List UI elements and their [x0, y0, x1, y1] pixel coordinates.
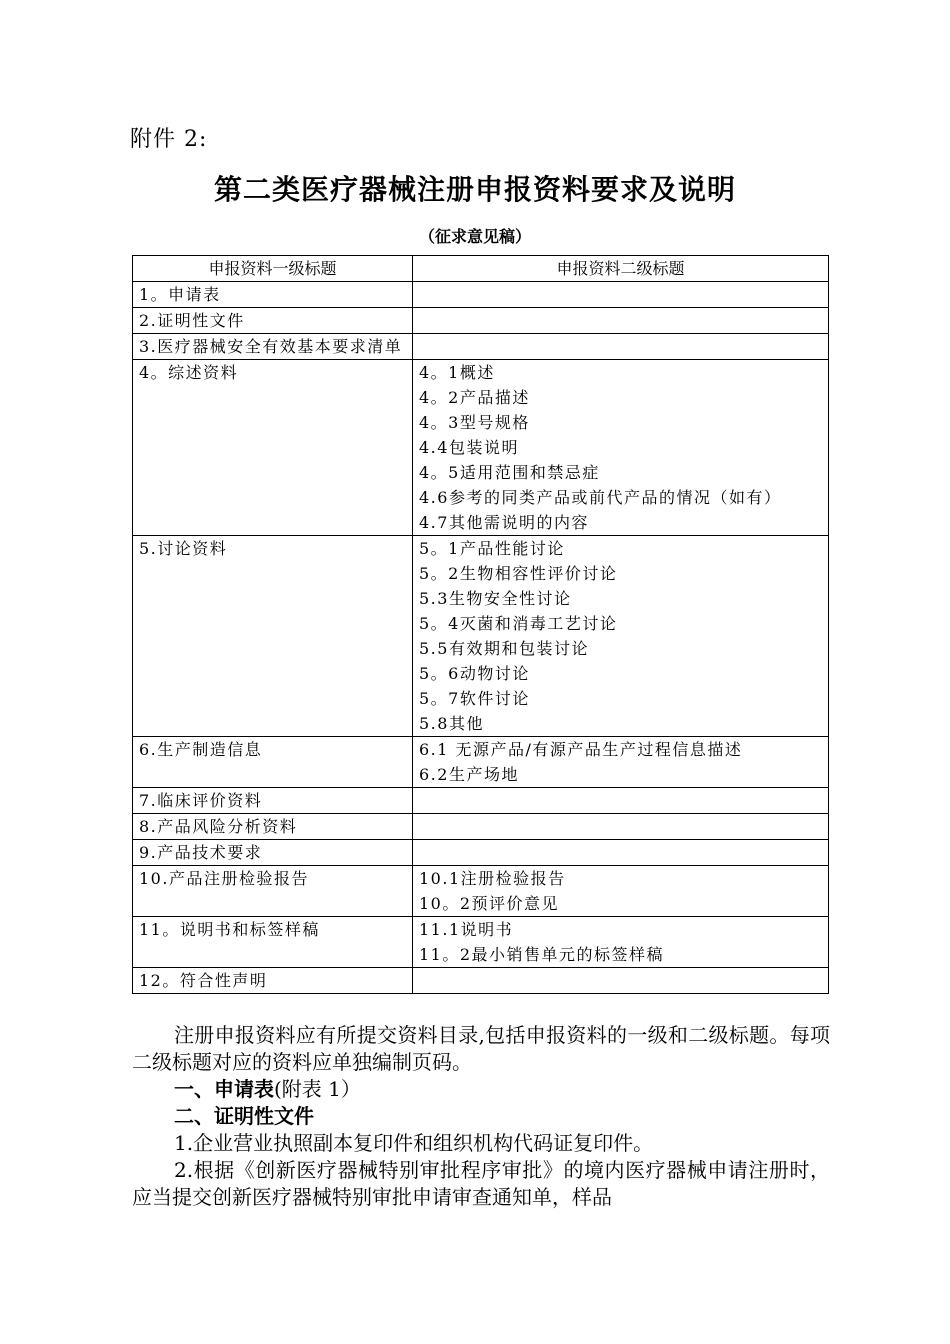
secondary-title-item: 5.8其他 — [419, 714, 484, 733]
secondary-title-item: 11。2最小销售单元的标签样稿 — [419, 945, 665, 964]
secondary-title-cell — [413, 308, 829, 334]
secondary-title-item: 5.5有效期和包装讨论 — [419, 639, 589, 658]
secondary-title-cell — [413, 360, 829, 536]
draft-subtitle: （征求意见稿） — [418, 227, 531, 246]
primary-title-cell: 5.讨论资料 — [133, 536, 413, 737]
secondary-title-cell — [413, 737, 829, 788]
primary-title-cell: 1。申请表 — [133, 282, 413, 308]
section1-note: (附表 1） — [274, 1077, 361, 1101]
secondary-title-item: 4。2产品描述 — [419, 388, 530, 407]
table-row — [133, 788, 829, 814]
table-row — [133, 282, 829, 308]
primary-title-cell: 6.生产制造信息 — [133, 737, 413, 788]
header-secondary-title: 申报资料二级标题 — [413, 256, 829, 282]
secondary-title-item: 11.1说明书 — [419, 920, 514, 939]
secondary-title-item: 5。2生物相容性评价讨论 — [419, 564, 618, 583]
section-heading-application — [132, 1076, 830, 1103]
secondary-title-cell — [413, 866, 829, 917]
table-header-row — [133, 256, 829, 282]
secondary-title-item: 5。7软件讨论 — [419, 689, 530, 708]
secondary-title-item: 5。4灭菌和消毒工艺讨论 — [419, 614, 618, 633]
secondary-title-cell — [413, 917, 829, 968]
primary-title-cell: 7.临床评价资料 — [133, 788, 413, 814]
secondary-title-item: 6.1 无源产品/有源产品生产过程信息描述 — [419, 740, 743, 759]
page-title: 第二类医疗器械注册申报资料要求及说明 — [213, 173, 736, 206]
primary-title-cell: 11。说明书和标签样稿 — [133, 917, 413, 968]
primary-title-cell: 9.产品技术要求 — [133, 840, 413, 866]
section-heading-certificates: 二、证明性文件 — [174, 1104, 314, 1128]
primary-title-cell: 12。符合性声明 — [133, 968, 413, 994]
table-row — [133, 917, 829, 968]
secondary-title-item: 5.3生物安全性讨论 — [419, 589, 572, 608]
secondary-title-cell — [413, 282, 829, 308]
primary-title-cell: 2.证明性文件 — [133, 308, 413, 334]
table-row — [133, 360, 829, 536]
section1-heading-text: 一、申请表 — [174, 1077, 274, 1101]
table-row — [133, 308, 829, 334]
table-row — [133, 334, 829, 360]
secondary-title-cell — [413, 840, 829, 866]
attachment-label: 附件 2: — [130, 127, 208, 152]
secondary-title-cell — [413, 536, 829, 737]
secondary-title-cell — [413, 814, 829, 840]
table-row — [133, 536, 829, 737]
secondary-title-item: 5。6动物讨论 — [419, 664, 530, 683]
secondary-title-item: 4.7其他需说明的内容 — [419, 513, 589, 532]
table-row — [133, 866, 829, 917]
table-body — [133, 282, 829, 994]
list-item: 1.企业营业执照副本复印件和组织机构代码证复印件。 — [174, 1131, 654, 1155]
table-row — [133, 968, 829, 994]
secondary-title-item: 10。2预评价意见 — [419, 894, 560, 913]
secondary-title-item: 4.4包装说明 — [419, 438, 519, 457]
secondary-title-cell — [413, 968, 829, 994]
primary-title-cell: 4。综述资料 — [133, 360, 413, 536]
secondary-title-cell — [413, 334, 829, 360]
secondary-title-item: 4。1概述 — [419, 363, 495, 382]
secondary-title-item: 5。1产品性能讨论 — [419, 539, 565, 558]
requirements-table — [132, 255, 829, 994]
table-row — [133, 840, 829, 866]
body-text — [132, 1022, 830, 1211]
table-row — [133, 737, 829, 788]
secondary-title-item: 4.6参考的同类产品或前代产品的情况（如有） — [419, 488, 782, 507]
table-row — [133, 814, 829, 840]
intro-paragraph: 注册申报资料应有所提交资料目录,包括申报资料的一级和二级标题。每项二级标题对应的资料应单独编制页码。 — [132, 1023, 830, 1074]
header-primary-title: 申报资料一级标题 — [133, 256, 413, 282]
secondary-title-item: 4。5适用范围和禁忌症 — [419, 463, 600, 482]
primary-title-cell: 10.产品注册检验报告 — [133, 866, 413, 917]
secondary-title-item: 4。3型号规格 — [419, 413, 530, 432]
list-item: 2.根据《创新医疗器械特别审批程序审批》的境内医疗器械申请注册时，应当提交创新医疗器械特别审批申请审查通知单，样品 — [132, 1158, 830, 1209]
primary-title-cell: 8.产品风险分析资料 — [133, 814, 413, 840]
secondary-title-item: 6.2生产场地 — [419, 765, 519, 784]
secondary-title-cell — [413, 788, 829, 814]
primary-title-cell: 3.医疗器械安全有效基本要求清单 — [133, 334, 413, 360]
secondary-title-item: 10.1注册检验报告 — [419, 869, 566, 888]
